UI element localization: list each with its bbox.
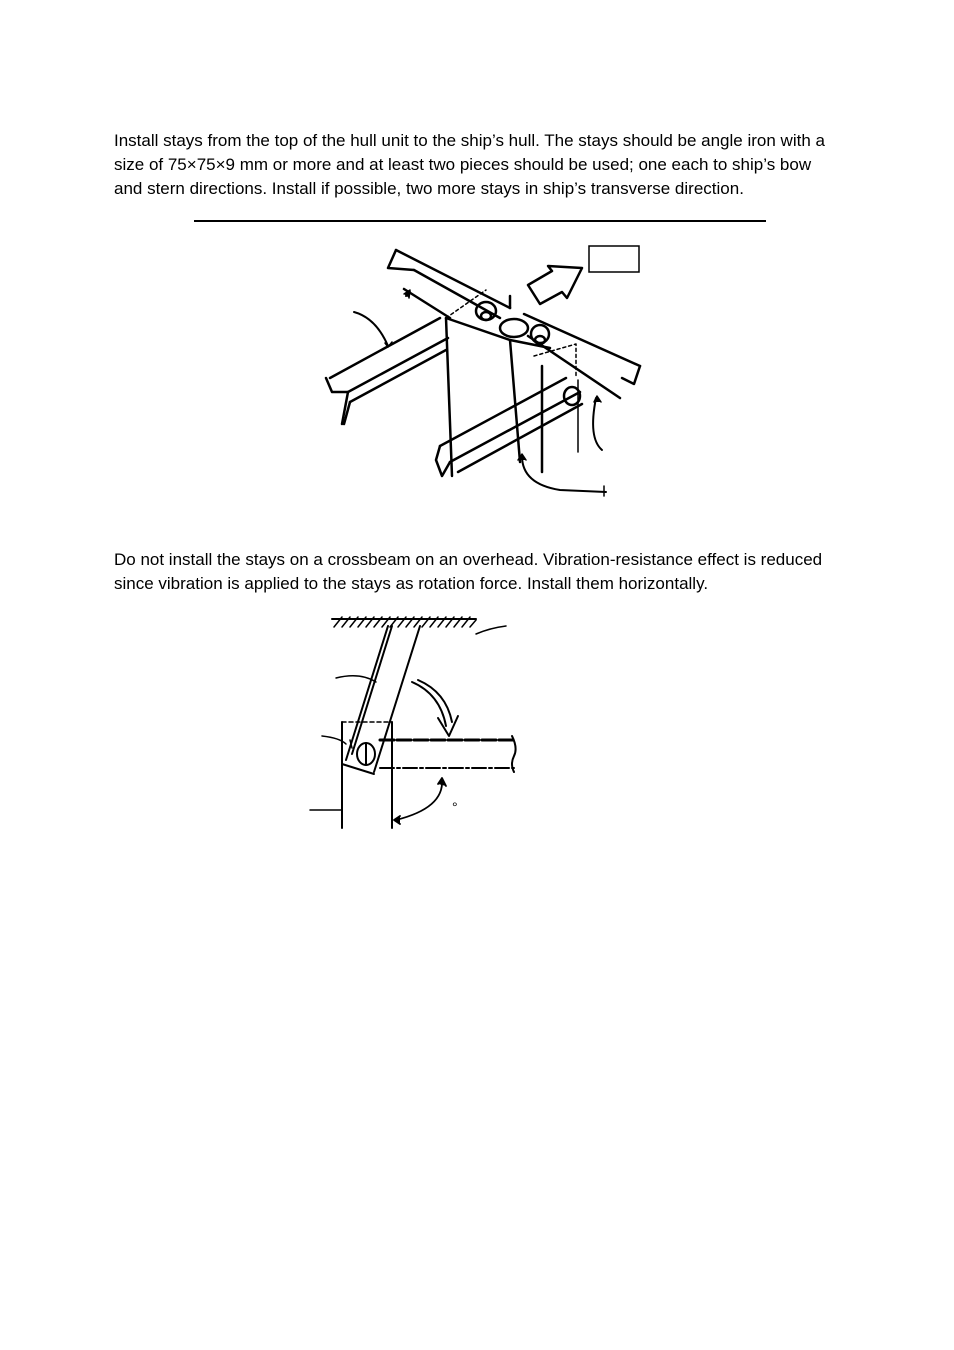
upper-stay (388, 250, 510, 318)
lower-stay (436, 378, 582, 476)
instruction-paragraph-stays: Install stays from the top of the hull unit to the ship’s hull. The stays should be angle iron with a size of 75×75×9 mm or more and at least two pieces should be used; one each to ship’s bow and stern directions. Install if possible, two more stays in ship’s transverse direction. (114, 131, 825, 198)
bow-direction-arrow (528, 266, 582, 304)
empty-label-box (589, 246, 639, 272)
left-stay (326, 318, 448, 424)
eye-bolts (476, 302, 580, 405)
instruction-paragraph-crossbeam: Do not install the stays on a crossbeam on an overhead. Vibration-resistance effect is reduced since vibration is applied to the stays as rotation force. Install them horizontally. (114, 550, 823, 593)
degree-symbol: ° (452, 799, 458, 815)
